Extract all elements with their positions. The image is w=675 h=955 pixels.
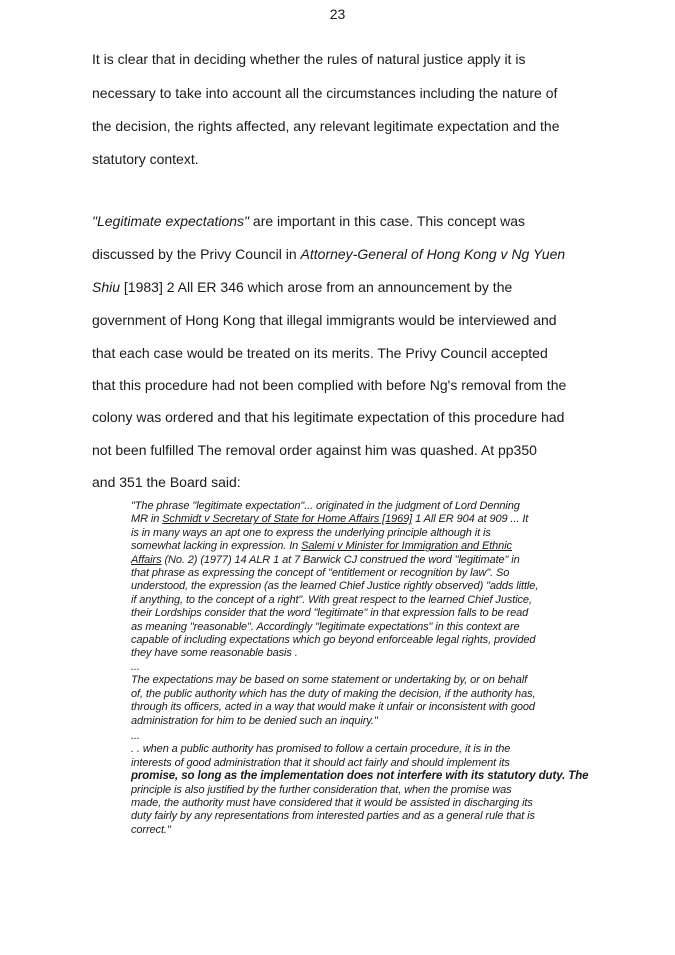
quote-line: as meaning "reasonable". Accordingly "legitimate expectations" in this context are (131, 620, 520, 633)
quote-line: of, the public authority which has the duty of making the decision, if the authority has, (131, 687, 536, 700)
italic-term: "Legitimate expectations" (92, 213, 250, 229)
quote-line: they have some reasonable basis . (131, 647, 298, 660)
quote-line (131, 554, 591, 567)
quote-line: promise, so long as the implementation does not interfere with its statutory duty. The (131, 770, 589, 783)
paragraph-line: It is clear that in deciding whether the rules of natural justice apply it is (92, 51, 526, 67)
quote-line: made, the authority must have considered that it would be assisted in discharging its (131, 796, 533, 809)
quote-line: duty fairly by any representations from interested parties and as a general rule that is (131, 810, 535, 823)
quote-line (131, 513, 591, 526)
paragraph-line: not been fulfilled The removal order against him was quashed. At pp350 (92, 442, 537, 458)
block-quote (131, 500, 591, 837)
text-run: are important in this case. This concept was (249, 213, 526, 229)
case-citation: Affairs (131, 553, 162, 566)
paragraph-line: statutory context. (92, 151, 199, 167)
text-run: 1 All ER 904 at 909 ... It (412, 513, 529, 526)
paragraph-line: that each case would be treated on its merits. The Privy Council accepted (92, 345, 548, 361)
text-run: MR in (131, 513, 163, 526)
quote-line: if anything, to the concept of a right". With great respect to the learned Chief Justice, (131, 593, 532, 606)
paragraph-line (92, 278, 512, 296)
case-citation: Salemi v Minister for Immigration and Ethnic (301, 540, 512, 553)
paragraph-line (92, 212, 525, 230)
quote-line: that phrase as expressing the concept of "entitlement or recognition by law". So (131, 567, 510, 580)
paragraph-line: government of Hong Kong that illegal immigrants would be interviewed and (92, 312, 557, 328)
text-run: [1983] 2 All ER 346 which arose from an announcement by the (120, 279, 513, 295)
text-run: (No. 2) (1977) 14 ALR 1 at 7 Barwick CJ construed the word "legitimate" in (161, 553, 520, 566)
paragraph-line: the decision, the rights affected, any relevant legitimate expectation and the (92, 118, 560, 134)
quote-line: interests of good administration that it should act fairly and should implement its (131, 756, 510, 769)
quote-line: capable of including expectations which go beyond enforceable legal rights, provided (131, 634, 536, 647)
quote-line: administration for him to be denied such an inquiry." (131, 714, 378, 727)
quote-line: is in many ways an apt one to express the underlying principle although it is (131, 526, 491, 539)
paragraph-line: and 351 the Board said: (92, 474, 241, 490)
paragraph-line: necessary to take into account all the circumstances including the nature of (92, 85, 558, 101)
quote-line (131, 540, 591, 553)
quote-ellipsis: ... (131, 729, 140, 742)
quote-line: "The phrase "legitimate expectation"... originated in the judgment of Lord Denning (131, 500, 520, 512)
paragraph-line: that this procedure had not been complied with before Ng's removal from the (92, 377, 567, 393)
page-number: 23 (329, 6, 346, 22)
case-citation: Schmidt v Secretary of State for Home Affairs [1969] (162, 513, 413, 526)
paragraph-line (92, 245, 565, 263)
text-run: discussed by the Privy Council in (92, 246, 301, 262)
quote-line: principle is also justified by the further consideration that, when the promise was (131, 783, 512, 796)
case-citation: Attorney-General of Hong Kong v Ng Yuen (300, 246, 566, 262)
quote-line: understood, the expression (as the learned Chief Justice rightly observed) "adds little, (131, 580, 539, 593)
quote-paragraph (131, 674, 591, 728)
quote-line: through its officers, acted in a way that would make it unfair or inconsistent with good (131, 701, 535, 714)
quote-paragraph (131, 500, 591, 661)
quote-line: correct." (131, 823, 171, 836)
case-citation: Shiu (92, 279, 121, 295)
quote-paragraph (131, 743, 591, 837)
quote-ellipsis: ... (131, 660, 140, 673)
quote-line: . . when a public authority has promised to follow a certain procedure, it is in the (131, 743, 511, 756)
quote-line: their Lordships consider that the word "legitimate" in that expression falls to be read (131, 607, 529, 620)
quote-line: The expectations may be based on some statement or undertaking by, or on behalf (131, 674, 528, 687)
paragraph-line: colony was ordered and that his legitimate expectation of this procedure had (92, 409, 565, 425)
text-run: somewhat lacking in expression. In (131, 540, 302, 553)
